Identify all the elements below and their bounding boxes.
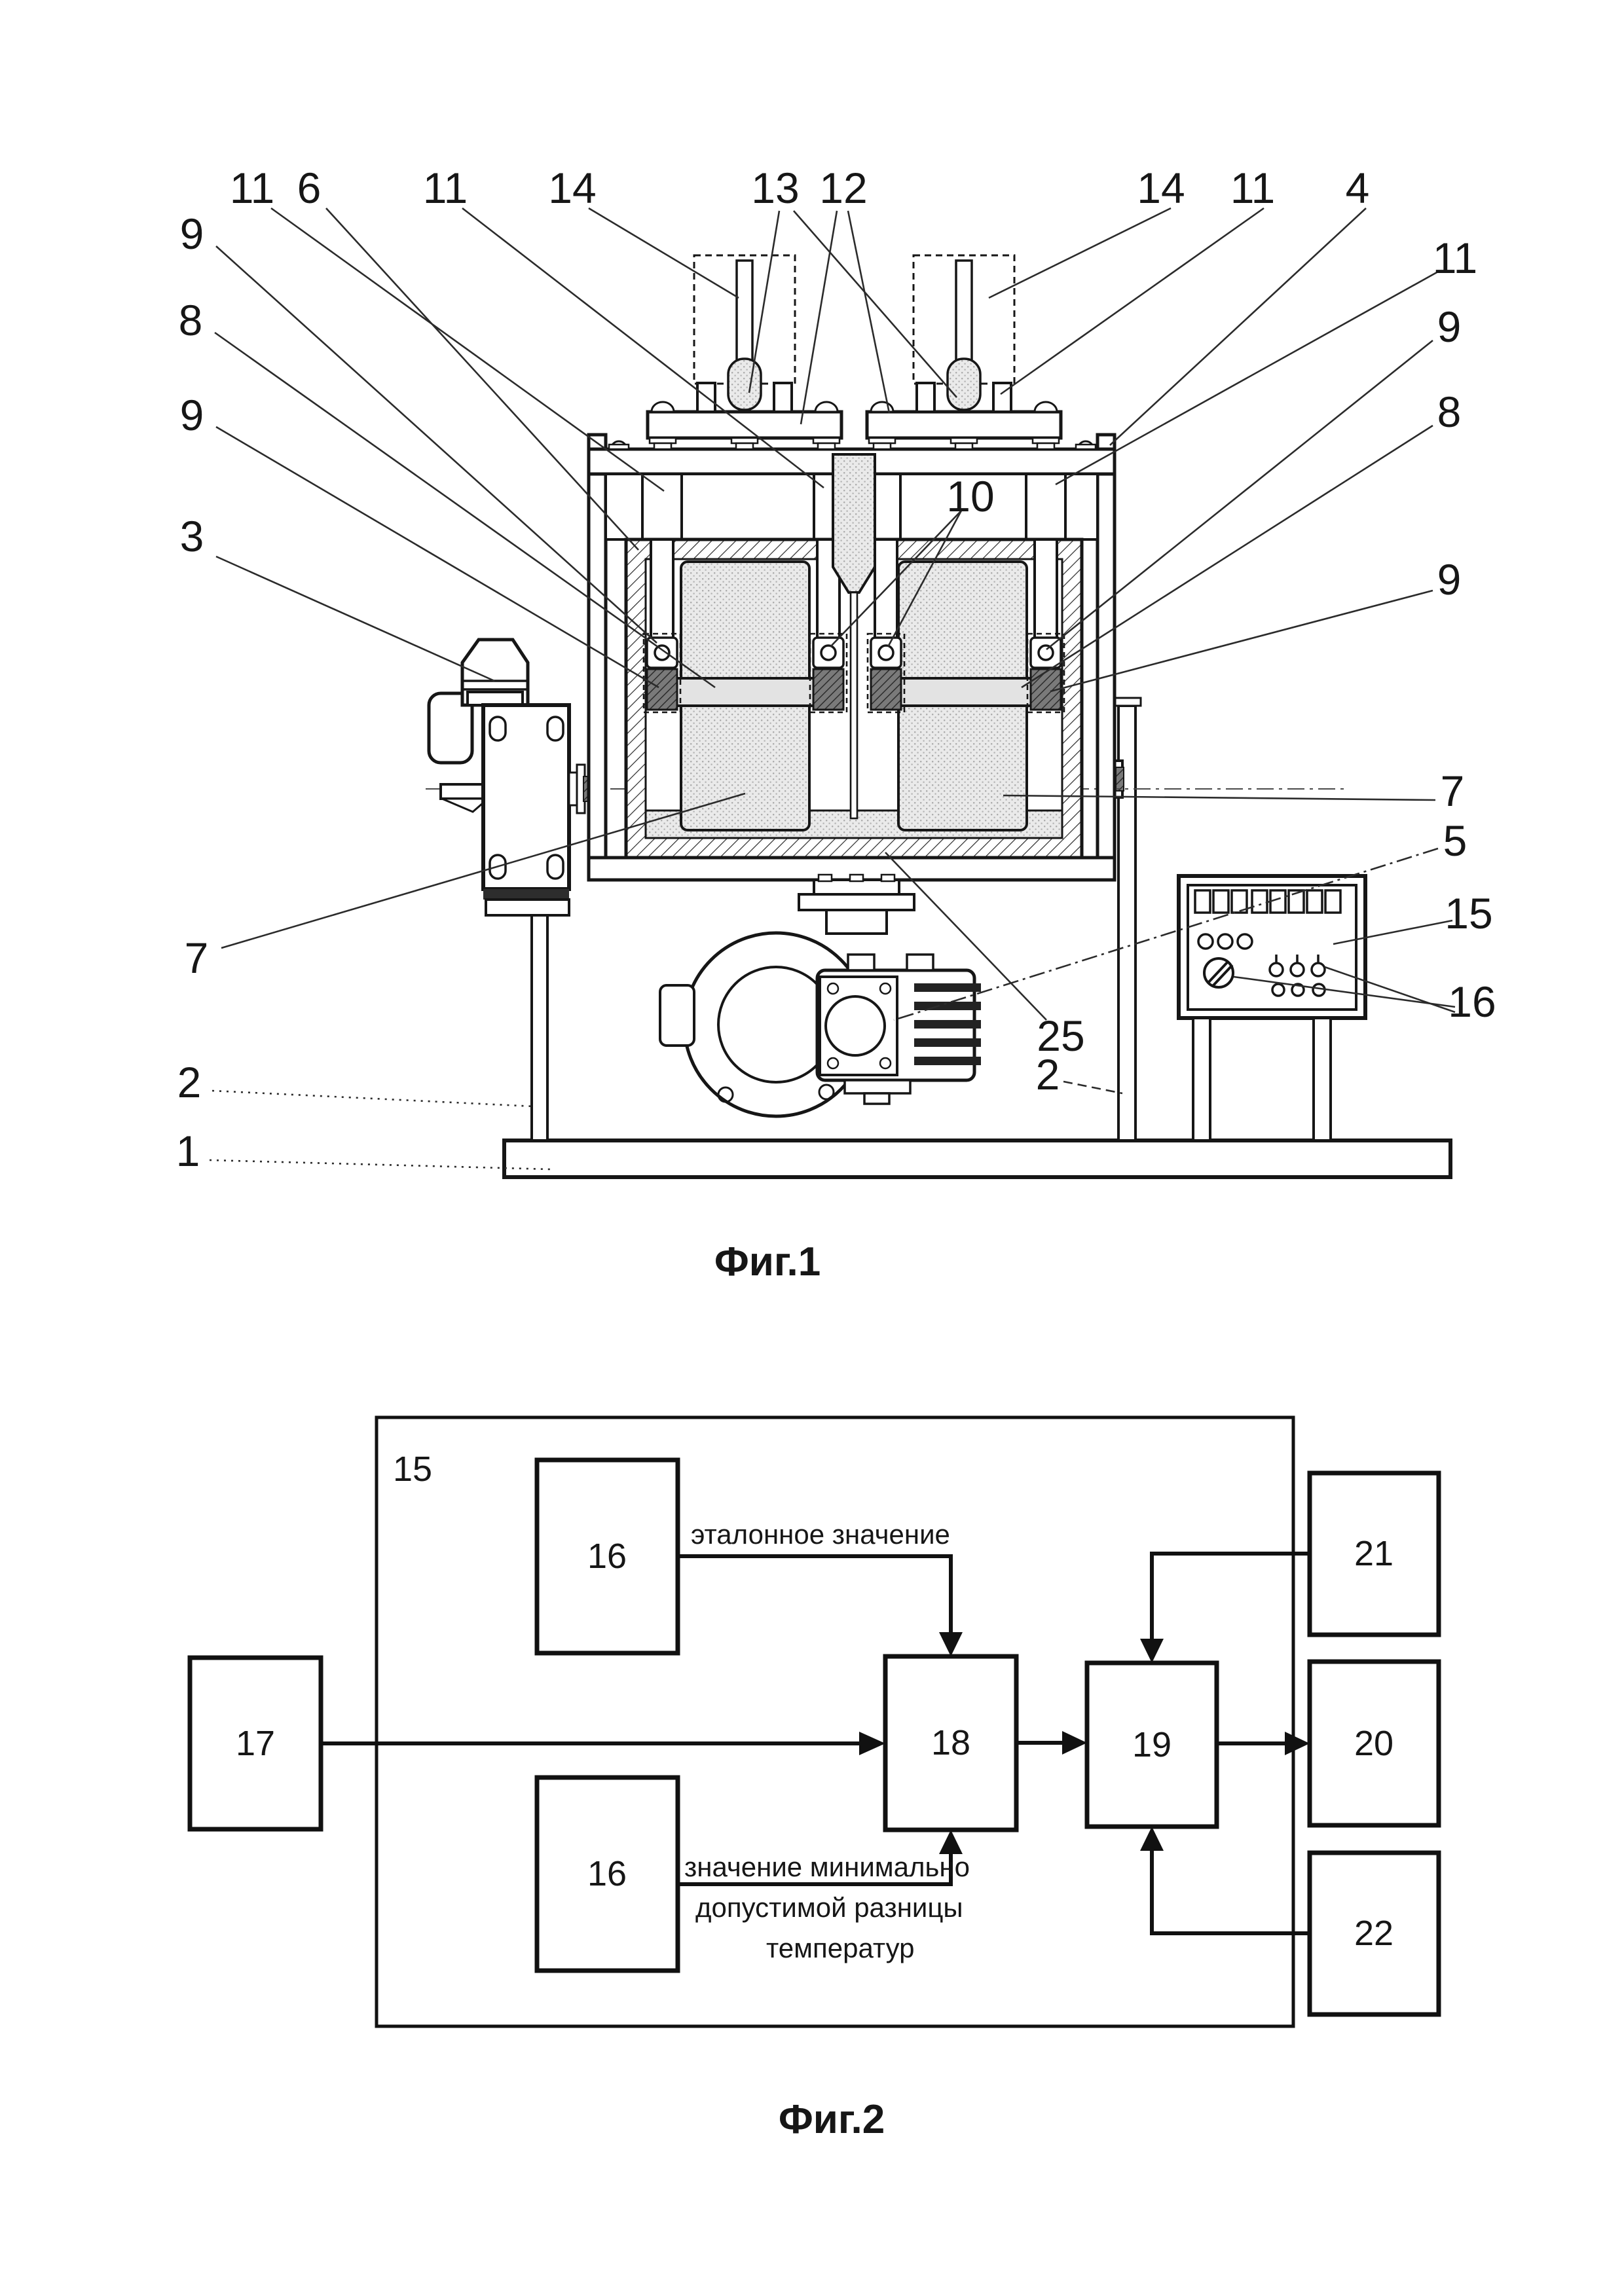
ref-label: 7 [184,934,209,982]
transducer-shaft-right [956,261,972,361]
ref-label: 9 [179,210,204,258]
plate-right [867,412,1061,438]
panel-box [1179,876,1365,1018]
ref-label: 5 [1443,816,1467,865]
annotation-min-diff-3: температур [766,1933,915,1963]
funnel [833,454,875,592]
motor-side-bar [441,784,488,799]
motor [429,640,590,915]
ref-label: 14 [548,164,597,212]
fig2-diagram [190,1417,1439,2142]
pump [660,933,981,1116]
horn-left [728,359,761,410]
capillary-tube [851,592,857,818]
ref-label: 8 [1437,388,1462,436]
transducer-assembly-right [867,255,1061,449]
block-label: 16 [587,1537,627,1576]
motor-coupling [569,765,590,813]
clamp-unit-1 [644,634,680,712]
ref-label: 15 [1445,889,1493,938]
annotation-min-diff-2: допустимой разницы [695,1892,963,1923]
horn-right [948,359,980,410]
fig1-drawing [176,164,1496,1285]
annotation-min-diff-1: значение минимально [684,1851,970,1882]
crossbar-left [661,678,832,706]
block-label: 21 [1354,1534,1394,1573]
ref-label: 11 [229,164,275,212]
fig1-caption: Фиг.1 [714,1239,821,1285]
left-stand [532,915,547,1140]
ref-label: 1 [175,1127,200,1175]
ref-label: 2 [177,1058,202,1106]
drain-flanges [799,875,914,934]
ref-label: 6 [297,164,322,212]
motor-foot-band [483,889,569,900]
frame-right-column [1098,435,1115,858]
ref-label: 14 [1137,164,1185,212]
transducer-shaft-left [737,261,752,361]
control-panel [1179,876,1365,1140]
block-label: 20 [1354,1724,1394,1763]
ref-label: 9 [1437,302,1462,351]
block-15-label: 15 [393,1449,433,1489]
block-label: 17 [235,1724,276,1763]
ref-label: 11 [1432,234,1478,282]
clamp-unit-4 [1027,634,1064,712]
motor-base-plate [486,900,569,915]
panel-leg-right [1314,1018,1331,1140]
ref-label: 8 [178,296,203,344]
ref-label: 9 [1437,555,1462,604]
ref-label: 9 [179,391,204,439]
annotation-reference-value: эталонное значение [691,1519,950,1550]
ref-label: 25 [1037,1011,1085,1060]
fig2-caption: Фиг.2 [778,2097,885,2142]
motor-side-wedge [442,799,488,812]
panel-leg-left [1193,1018,1210,1140]
right-stand-cap [1113,698,1141,706]
ref-label: 11 [1230,164,1276,212]
plate-left [648,412,841,438]
ref-label: 13 [751,164,800,212]
ref-label: 16 [1448,977,1496,1026]
ref-label: 2 [1035,1050,1060,1099]
block-label: 18 [931,1723,971,1762]
clamp-unit-3 [868,634,904,712]
clamp-unit-2 [810,634,847,712]
ref-label: 3 [179,512,204,560]
block-label: 16 [587,1854,627,1893]
ref-label: 11 [422,164,468,212]
block-label: 19 [1132,1725,1172,1764]
ref-label: 4 [1345,164,1370,212]
ref-label: 12 [819,164,868,212]
motor-body [483,705,569,889]
ref-label: 7 [1440,767,1465,815]
block-label: 22 [1354,1914,1394,1953]
base-plate [504,1140,1450,1177]
ref-label: 10 [946,472,995,520]
pump-inlet [660,985,694,1046]
